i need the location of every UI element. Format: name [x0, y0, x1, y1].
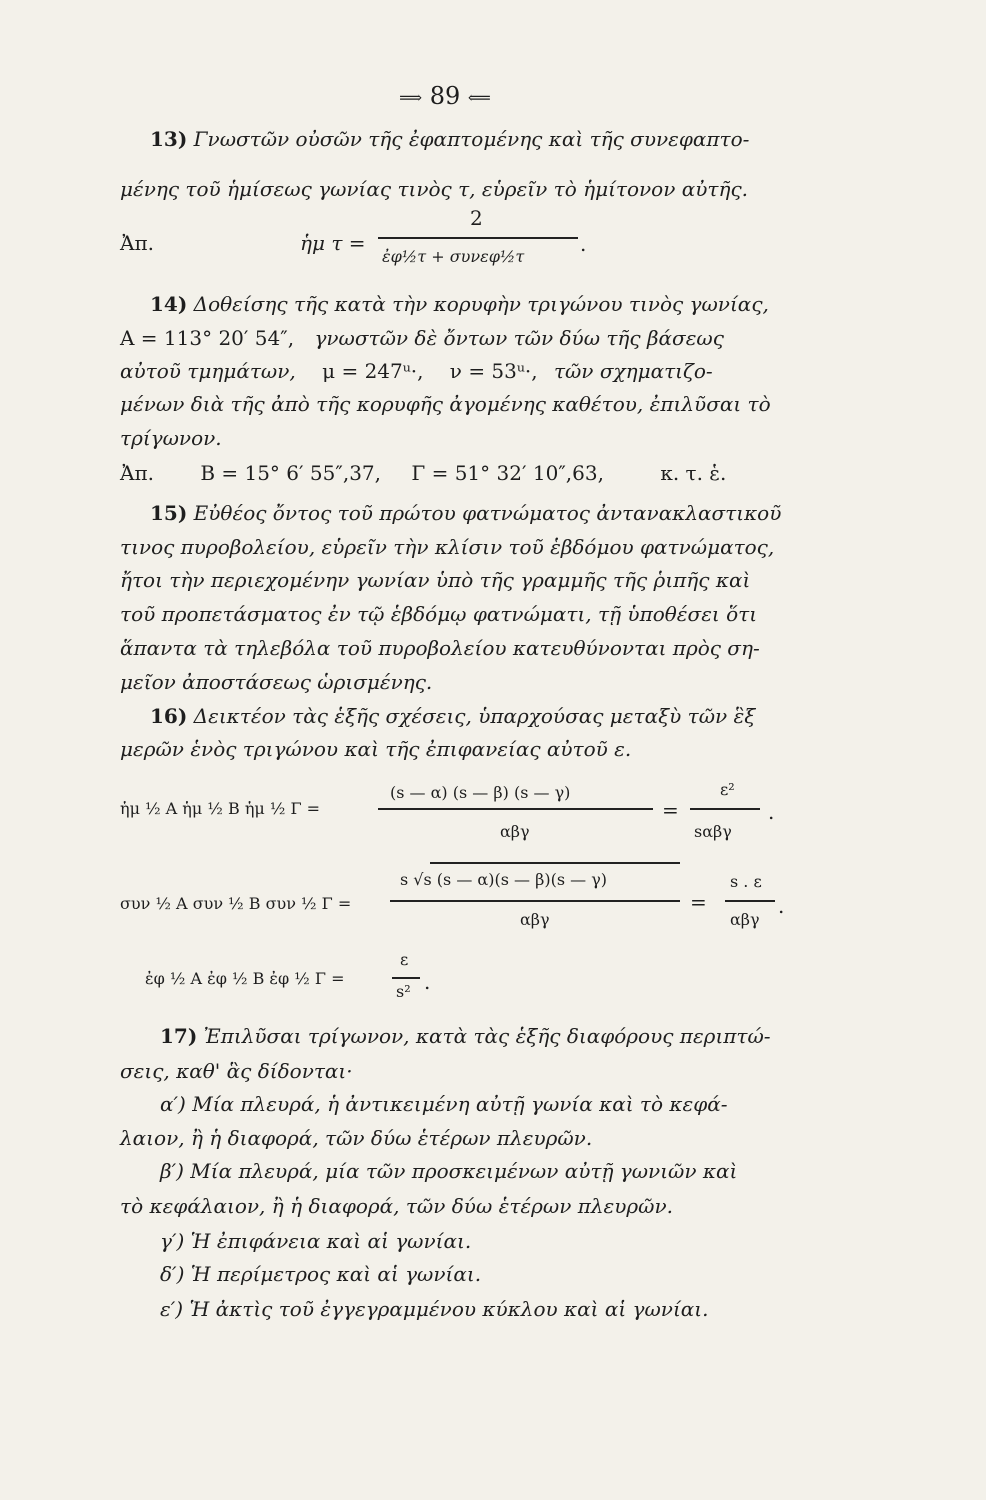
page-header [370, 82, 520, 116]
angle-b-value: Β = 15° 6′ 55″,37, [200, 461, 381, 485]
problem-15-line-4: τοῦ προπετάσματος ἐν τῷ ἑβδόμῳ φατνώματι, τῇ ὑποθέσει ὅτι [120, 602, 758, 626]
case-text: Ἡ ἀκτὶς τοῦ ἐγγεγραμμένου κύκλου καὶ αἱ γωνίαι. [189, 1297, 709, 1321]
problem-14-line-3 [120, 360, 713, 383]
problem-13-line-1 [150, 128, 749, 151]
formula-2-denominator: αβγ [520, 910, 550, 929]
case-text: Μία πλευρά, ἡ ἀντικειμένη αὐτῇ γωνία καὶ τὸ κεφά- [192, 1092, 728, 1116]
formula-2-equals: = [690, 890, 707, 914]
problem-number: 16) [150, 704, 188, 728]
formula-1-period: . [768, 800, 775, 824]
case-b-line-2: τὸ κεφάλαιον, ἢ ἡ διαφορά, τῶν δύω ἑτέρων πλευρῶν. [120, 1194, 674, 1218]
formula-2-lhs: συν ½ Α συν ½ Β συν ½ Γ = [120, 894, 352, 913]
formula-1-right-bar [690, 808, 760, 810]
case-label: ε′) [160, 1297, 184, 1321]
problem-text: Δοθείσης τῆς κατὰ τὴν κορυφὴν τριγώνου τινὸς γωνίας, [193, 292, 769, 316]
case-text: Μία πλευρά, μία τῶν προσκειμένων αὐτῇ γωνιῶν καὶ [190, 1159, 738, 1183]
problem-text: Γνωστῶν οὐσῶν τῆς ἐφαπτομένης καὶ τῆς συνεφαπτο- [193, 127, 750, 151]
problem-14-line-4: μένων διὰ τῆς ἀπὸ τῆς κορυφῆς ἀγομένης καθέτου, ἐπιλῦσαι τὸ [120, 392, 771, 416]
problem-15-line-2: τινος πυροβολείου, εὑρεῖν τὴν κλίσιν τοῦ ἑβδόμου φατνώματος, [120, 535, 775, 559]
case-d [160, 1263, 481, 1286]
formula-1-right-denominator: sαβγ [694, 822, 732, 841]
formula-2-period: . [778, 894, 785, 918]
formula-1-denominator: αβγ [500, 822, 530, 841]
problem-text: Ἐπιλῦσαι τρίγωνον, κατὰ τὰς ἑξῆς διαφόρους περιπτώ- [203, 1024, 771, 1048]
problem-13-line-2: μένης τοῦ ἡμίσεως γωνίας τινὸς τ, εὑρεῖν τὸ ἡμίτονον αὐτῆς. [120, 177, 749, 201]
case-a-line-2: λαιον, ἢ ἡ διαφορά, τῶν δύω ἑτέρων πλευρῶν. [120, 1126, 593, 1150]
case-text: Ἡ περίμετρος καὶ αἱ γωνίαι. [190, 1262, 482, 1286]
case-text: Ἡ ἐπιφάνεια καὶ αἱ γωνίαι. [190, 1229, 472, 1253]
formula-3-bar [392, 977, 420, 979]
problem-15-line-3: ἤτοι τὴν περιεχομένην γωνίαν ὑπὸ τῆς γραμμῆς τῆς ῥιπῆς καὶ [120, 568, 751, 592]
case-c [160, 1230, 471, 1253]
problem-16-line-1 [150, 705, 755, 728]
angle-value: Α = 113° 20′ 54″, [120, 326, 295, 350]
nu-value: ν = 53ᵘ·, [449, 359, 538, 383]
problem-17-line-1 [160, 1025, 771, 1048]
problem-number: 17) [160, 1024, 198, 1048]
case-a-line-1 [160, 1093, 728, 1116]
problem-text: αὐτοῦ τμημάτων, [120, 359, 296, 383]
formula-lhs: ἡμ τ = [300, 231, 366, 255]
case-label: β′) [160, 1159, 184, 1183]
problem-15-line-5: ἅπαντα τὰ τηλεβόλα τοῦ πυροβολείου κατευθύνονται πρὸς ση- [120, 636, 760, 660]
mu-value: μ = 247ᵘ·, [322, 359, 424, 383]
problem-text: Εὐθέος ὄντος τοῦ πρώτου φατνώματος ἀντανακλαστικοῦ [193, 501, 782, 525]
case-label: α′) [160, 1092, 186, 1116]
case-label: γ′) [160, 1229, 185, 1253]
answer-label: Ἀπ. [120, 231, 154, 255]
formula-2-numerator: s √s (s — α)(s — β)(s — γ) [400, 870, 608, 889]
formula-3-denominator: s² [396, 982, 411, 1001]
formula-numerator: 2 [470, 206, 483, 230]
problem-number: 15) [150, 501, 188, 525]
problem-14-line-2 [120, 327, 724, 350]
problem-number: 14) [150, 292, 188, 316]
problem-14-line-1 [150, 293, 769, 316]
ornament-right-icon: ⟸ [467, 88, 491, 107]
problem-text: Δεικτέον τὰς ἑξῆς σχέσεις, ὑπαρχούσας μεταξὺ τῶν ἓξ [193, 704, 756, 728]
case-label: δ′) [160, 1262, 185, 1286]
problem-16-line-2: μερῶν ἑνὸς τριγώνου καὶ τῆς ἐπιφανείας αὐτοῦ ε. [120, 737, 632, 761]
formula-1-numerator: (s — α) (s — β) (s — γ) [390, 783, 571, 802]
formula-2-right-bar [725, 900, 775, 902]
page-number: 89 [429, 82, 461, 110]
angle-g-value: Γ = 51° 32′ 10″,63, [411, 461, 604, 485]
fraction-bar [378, 237, 578, 239]
formula-denominator: ἐφ½τ + συνεφ½τ [382, 247, 525, 266]
case-b-line-1 [160, 1160, 737, 1183]
formula-period: . [580, 232, 587, 256]
formula-3-period: . [424, 970, 431, 994]
problem-14-line-5: τρίγωνον. [120, 426, 222, 450]
formula-1-lhs: ἡμ ½ Α ἡμ ½ Β ἡμ ½ Γ = [120, 799, 321, 818]
formula-1-right-numerator: ε² [720, 780, 735, 799]
formula-2-right-numerator: s . ε [730, 872, 762, 891]
etc-text: κ. τ. ἑ. [660, 461, 727, 485]
ornament-left-icon: ⟹ [399, 88, 423, 107]
formula-3-numerator: ε [400, 950, 409, 969]
formula-2-right-denominator: αβγ [730, 910, 760, 929]
problem-text: τῶν σχηματιζο- [553, 359, 713, 383]
formula-3-lhs: ἐφ ½ Α ἐφ ½ Β ἐφ ½ Γ = [145, 969, 345, 988]
answer-label: Ἀπ. [120, 461, 154, 485]
formula-1-bar [378, 808, 653, 810]
problem-15-line-6: μεῖον ἀποστάσεως ὡρισμένης. [120, 670, 433, 694]
formula-2-bar [390, 900, 680, 902]
sqrt-overline [430, 862, 680, 864]
problem-17-line-2: σεις, καθ' ἃς δίδονται· [120, 1059, 353, 1083]
case-e [160, 1298, 709, 1321]
problem-15-line-1 [150, 502, 781, 525]
problem-text: γνωστῶν δὲ ὄντων τῶν δύω τῆς βάσεως [314, 326, 724, 350]
problem-number: 13) [150, 127, 188, 151]
problem-14-answer [120, 462, 726, 485]
formula-1-equals: = [662, 798, 679, 822]
